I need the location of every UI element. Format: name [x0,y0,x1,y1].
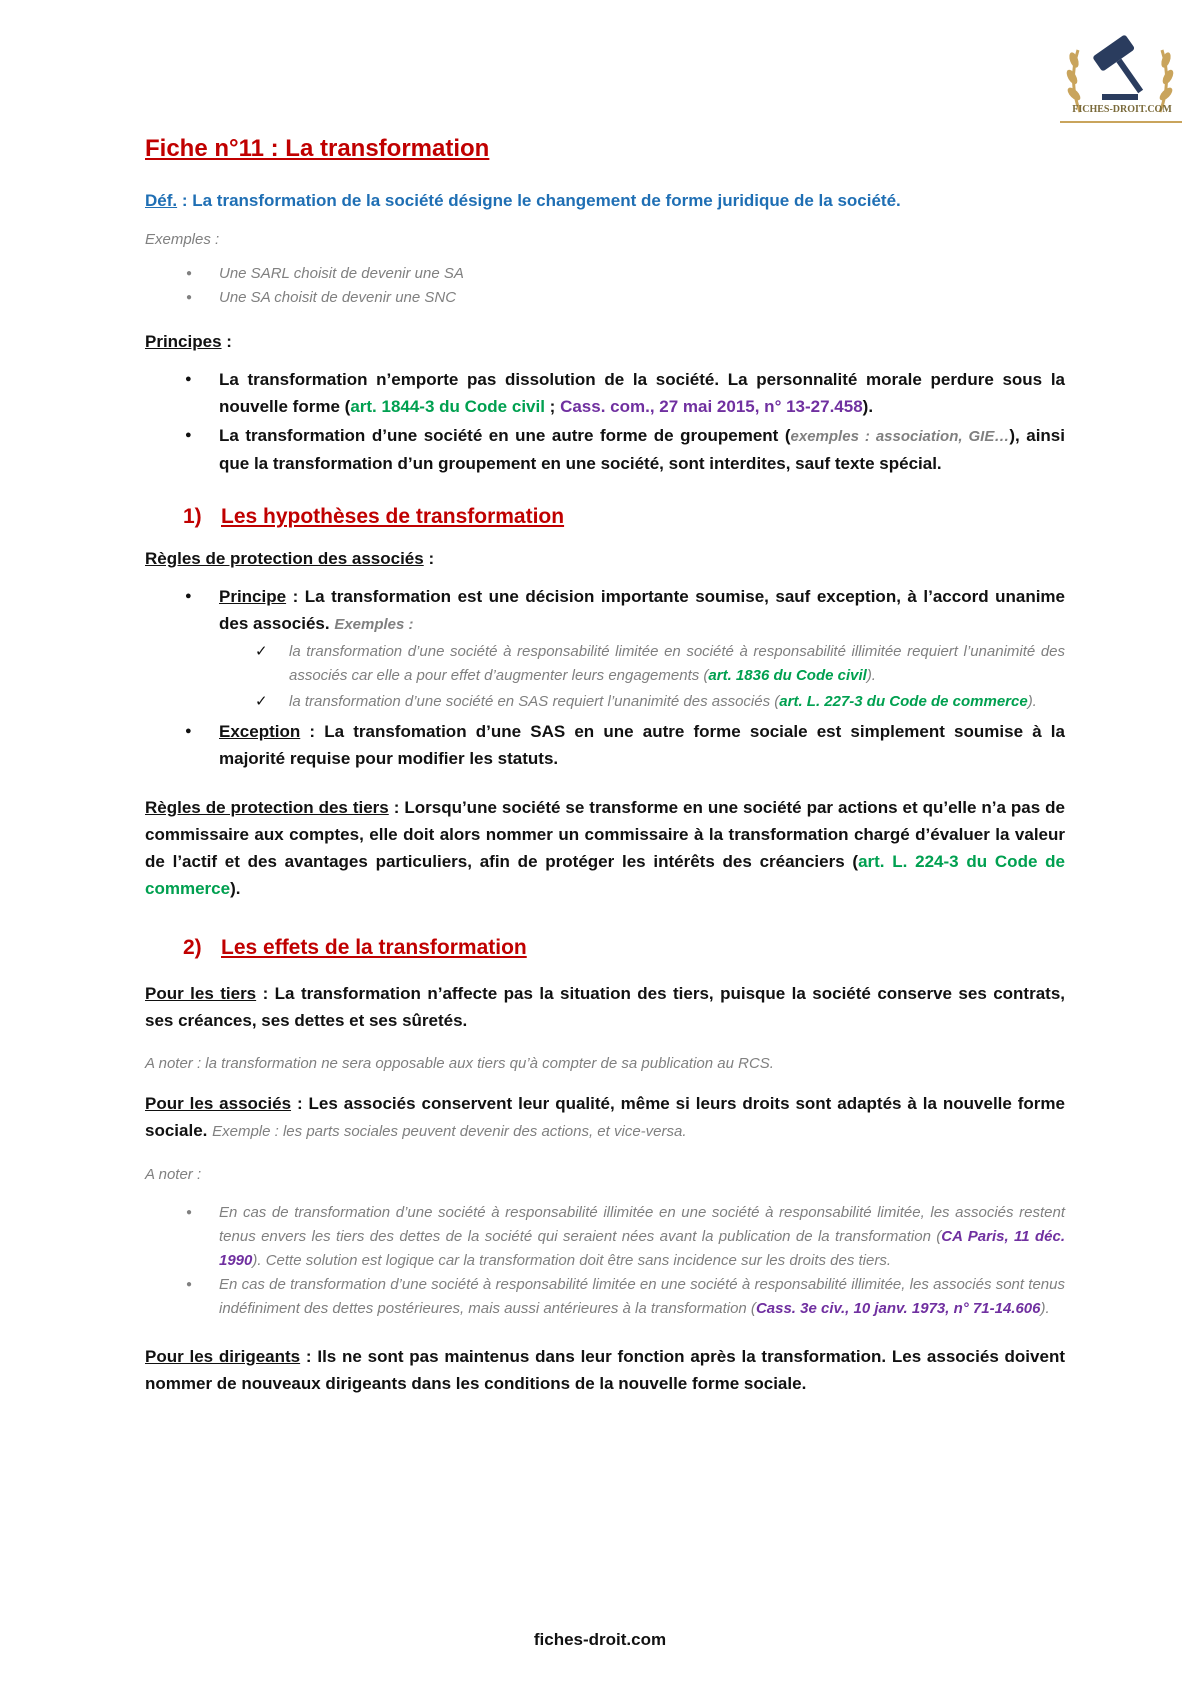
list-item: ● Une SARL choisit de devenir une SA [219,262,1065,286]
closing: ). [866,667,876,684]
law-reference: art. L. 227-3 du Code de commerce [779,693,1028,710]
effects-tiers-paragraph [145,980,1065,1034]
note-label: A noter : [145,1166,202,1183]
principes-colon: : [221,332,232,351]
principe-text: La transformation d’une société en une autre forme de groupement ( [219,426,791,445]
check-list [219,640,1065,714]
tiers-paragraph [145,794,1065,902]
list-item [219,1201,1065,1273]
check-text: la transformation d’une société en SAS requiert l’unanimité des associés ( [289,693,780,710]
definition-text: : La transformation de la société désigne le changement de forme juridique de la société. [177,191,901,210]
case-reference: Cass. com., 27 mai 2015, n° 13-27.458 [560,397,863,416]
example-text: Exemple : les parts sociales peuvent devenir des actions, et vice-versa. [212,1123,687,1140]
note-text: En cas de transformation d’une société à responsabilité illimitée en une société à responsabilité limitée, les associés restent tenus envers les tiers des dettes de la société qui seraient nées avant la publication de la transformation ( [219,1204,1065,1245]
case-reference: CA Paris, 11 déc. 1990 [219,1228,1066,1269]
law-reference: art. 1844-3 du Code civil [350,397,545,416]
principe-label: Principe [219,587,287,606]
law-reference: art. L. 224-3 du Code de commerce [145,852,1065,898]
examples-label: Exemples : [334,616,414,633]
principes-heading [145,332,1065,352]
example-text: exemples : association, GIE… [790,428,1010,445]
principes-label: Principes [145,332,222,351]
effects-dirigeants-label: Pour les dirigeants [145,1347,301,1366]
list-item [219,583,1065,714]
principes-list [145,366,1065,477]
law-reference: art. 1836 du Code civil [708,667,867,684]
tiers-label: Règles de protection des tiers [145,798,389,817]
effects-dirigeants-paragraph [145,1343,1065,1397]
separator: ; [544,397,561,416]
list-item [219,366,1065,420]
case-reference: Cass. 3e civ., 10 janv. 1973, n° 71-14.606 [755,1300,1041,1317]
main-content [145,135,1065,1415]
examples-list [145,262,1065,310]
effects-associes-label: Pour les associés [145,1094,292,1113]
examples-block [145,231,1065,310]
section-title: Les effets de la transformation [221,936,527,959]
section-heading-2 [183,936,1065,960]
effects-associes-text: : Les associés conservent leur qualité, même si leurs droits sont adaptés à la nouvelle forme sociale. [145,1094,1065,1140]
note-list [145,1201,1065,1321]
list-item [219,718,1065,772]
definition-label: Déf. [145,191,178,210]
effects-dirigeants-text: : Ils ne sont pas maintenus dans leur fonction après la transformation. Les associés doivent nommer de nouveaux dirigeants dans les conditions de la nouvelle forme sociale. [145,1347,1065,1393]
list-item [219,422,1065,477]
note-text: En cas de transformation d’une société à responsabilité limitée en une société à responsabilité illimitée, les associés sont tenus indéfiniment des dettes postérieures, mais aussi antérieures à la transformation ( [219,1276,1065,1317]
section-title: Les hypothèses de transformation [221,505,565,528]
associes-colon: : [423,549,435,568]
principe-text: : La transformation est une décision importante soumise, sauf exception, à l’accord unanime des associés. [219,587,1065,633]
logo-text: FICHES-DROIT.COM [1072,104,1172,115]
section-number: 1) [183,505,202,528]
effects-associes-paragraph [145,1090,1065,1145]
closing: ). [230,879,241,898]
check-item [289,690,1065,714]
examples-label: Exemples : [145,231,220,248]
closing: ). [1040,1300,1050,1317]
footer-site-name: fiches-droit.com [533,1630,667,1649]
list-item: ● Une SA choisit de devenir une SNC [219,286,1065,310]
section-heading-1 [183,505,1065,529]
closing: ). [1027,693,1037,710]
associes-list [145,583,1065,772]
principe-text-end: ), ainsi que la transformation d’un groupement en une société, sont interdites, sauf texte spécial. [219,426,1065,473]
logo-underline [1060,121,1182,123]
page-title: Fiche n°11 : La transformation [145,135,490,162]
closing: ). [862,397,874,416]
section-number: 2) [183,936,202,959]
tiers-text: : Lorsqu’une société se transforme en une société par actions et qu’elle n’a pas de commissaire aux comptes, elle doit alors nommer un commissaire à la transformation chargé d’évaluer la valeur de l’actif et des avantages particuliers, afin de protéger les intérêts des créanciers ( [145,798,1066,871]
associes-label: Règles de protection des associés [145,549,424,568]
exception-label: Exception [219,722,301,741]
note-rcs: A noter : la transformation ne sera opposable aux tiers qu’à compter de sa publication au RCS. [145,1055,774,1072]
exception-text: : La transfomation d’une SAS en une autre forme sociale est simplement soumise à la majorité requise pour modifier les statuts. [219,722,1065,768]
gavel-laurel-logo-icon [1060,22,1180,132]
definition [145,191,1065,211]
note-text-end: ). Cette solution est logique car la transformation doit être sans incidence sur les droits des tiers. [252,1252,892,1269]
check-text: la transformation d’une société à responsabilité limitée en société à responsabilité illimitée requiert l’unanimité des associés car elle a pour effet d’augmenter leurs engagements ( [289,643,1065,684]
effects-tiers-label: Pour les tiers [145,984,257,1003]
associes-heading [145,549,1065,569]
list-item [219,1273,1065,1321]
effects-tiers-text: : La transformation n’affecte pas la situation des tiers, puisque la société conserve ses contrats, ses créances, ses dettes et ses sûretés. [145,984,1065,1030]
check-item [289,640,1065,688]
principe-text: La transformation n’emporte pas dissolution de la société. La personnalité morale perdure sous la nouvelle forme ( [219,370,1065,416]
